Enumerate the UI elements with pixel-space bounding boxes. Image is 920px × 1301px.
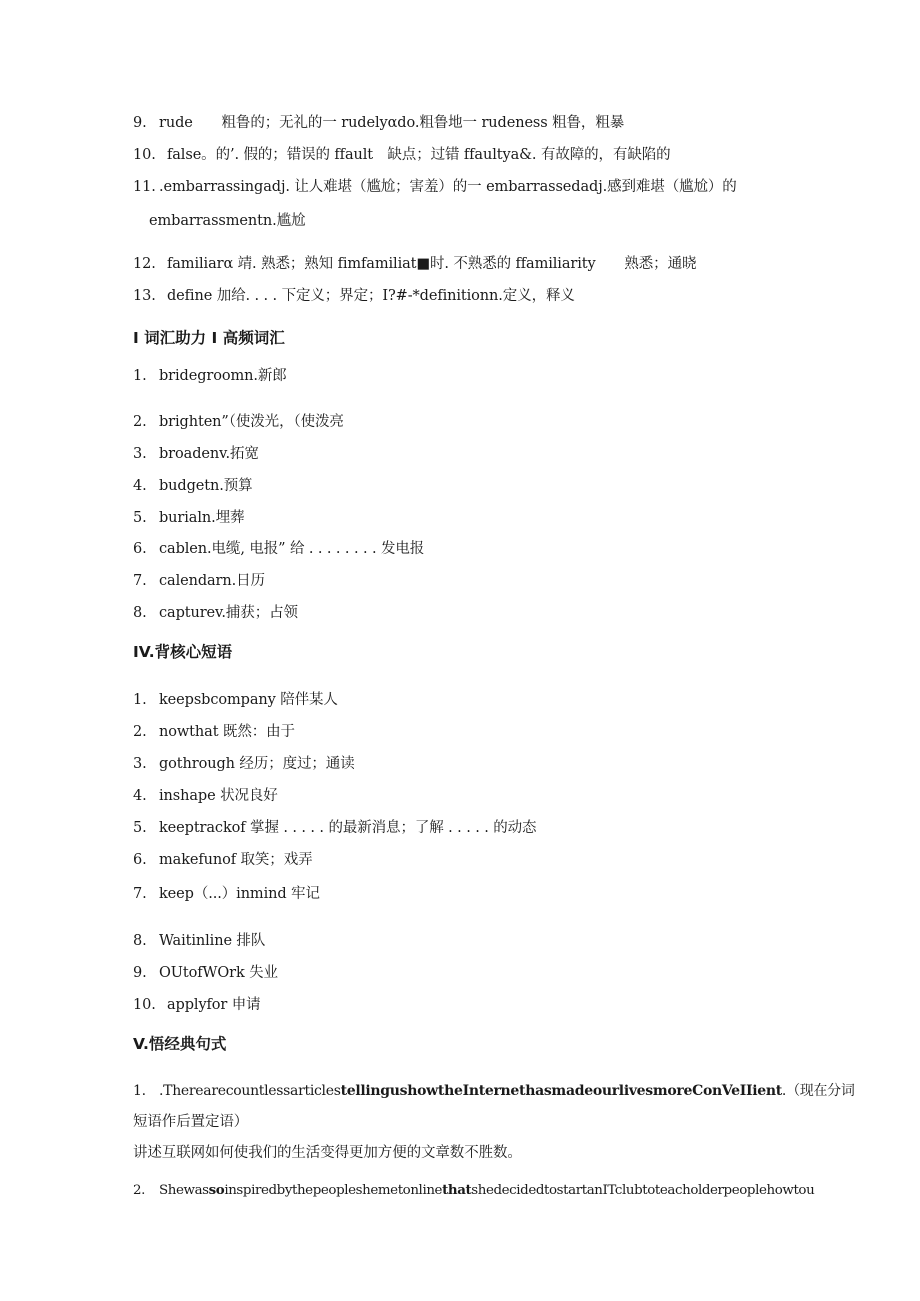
phrase-item: 6. makefunof 取笑；戏弄 [133,852,313,868]
sentence-1-translation: 讲述互联网如何使我们的生活变得更加方便的文章数不胜数。 [133,1145,522,1161]
sentence-1: 1. .TherearecountlessarticlestellingushowtheInternethasmadeourlivesmoreConVeIIient.（现在分词 [133,1083,855,1099]
high-freq-item: 2. brighten”（使泼光，（使泼亮 [133,414,344,430]
vocab-item-9: 9. rude 粗鲁的；无礼的一 rudelyαdo.粗鲁地一 rudeness 粗鲁，粗暴 [133,115,625,131]
high-freq-item: 3. broadenv.拓宽 [133,446,259,462]
phrase-item: 5. keeptrackof 掌握 . . . . . 的最新消息；了解 . . . . . 的动态 [133,820,537,836]
vocab-item-11: 11. .embarrassingadj. 让人难堪（尴尬；害羞）的一 embarrassedadj.感到难堪（尴尬）的 [133,179,737,195]
phrase-item: 7. keep（...）inmind 牢记 [133,886,320,902]
phrase-item: 9. OUtofWOrk 失业 [133,965,278,981]
phrase-item: 3. gothrough 经历；度过；通读 [133,756,355,772]
section-heading-core-phrases: IV.背核心短语 [133,643,233,661]
section-heading-sentence-patterns: V.悟经典句式 [133,1035,227,1053]
vocab-item-13: 13. define 加给. . . . 下定义；界定；I?#-*definitionn.定义，释义 [133,288,575,304]
vocab-item-11-continued: embarrassmentn.尴尬 [149,213,306,229]
high-freq-item: 6. cablen.电缆, 电报” 给 . . . . . . . . 发电报 [133,541,425,557]
sentence-2: 2. ShewassoinspiredbythepeopleshemetonlinethatshedecidedtostartanITclubtoteacholderpeoplehowtou [133,1182,815,1198]
high-freq-item: 7. calendarn.日历 [133,573,265,589]
phrase-item: 1. keepsbcompany 陪伴某人 [133,692,338,708]
phrase-item: 10. applyfor 申请 [133,997,261,1013]
phrase-item: 4. inshape 状况良好 [133,788,278,804]
high-freq-item: 5. burialn.埋葬 [133,510,245,526]
vocab-item-12: 12. familiarα 靖. 熟悉；熟知 fimfamiliat■时. 不熟悉的 ffamiliarity 熟悉；通晓 [133,256,697,272]
phrase-item: 2. nowthat 既然：由于 [133,724,295,740]
high-freq-item: 4. budgetn.预算 [133,478,253,494]
sentence-1-continued: 短语作后置定语） [133,1114,249,1130]
high-freq-item: 8. capturev.捕获；占领 [133,605,298,621]
section-heading-high-frequency: I 词汇助力 I 高频词汇 [133,329,285,347]
high-freq-item: 1. bridegroomn.新郎 [133,368,287,384]
phrase-item: 8. Waitinline 排队 [133,933,266,949]
vocab-item-10: 10. false。的’. 假的；错误的 ffault 缺点；过错 ffaultya&. 有故障的，有缺陷的 [133,147,671,163]
